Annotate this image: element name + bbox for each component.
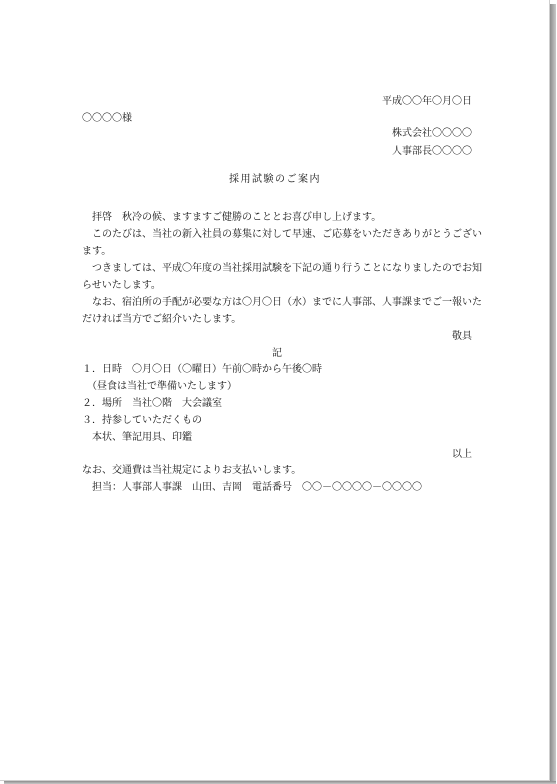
sender-company: 株式会社〇〇〇〇 <box>392 128 472 139</box>
body-line: だければ当方でご紹介いたします。 <box>82 314 242 325</box>
item-line: （昼食は当社で準備いたします） <box>82 381 237 392</box>
contact-line: 担当：人事部人事課 山田、吉岡 電話番号 〇〇－〇〇〇〇－〇〇〇〇 <box>82 482 422 493</box>
body-line: なお、宿泊所の手配が必要な方は〇月〇日（水）までに人事部、人事課までご一報いた <box>82 297 482 308</box>
body-line: ます。 <box>82 246 112 257</box>
item-line: 本状、筆記用具、印鑑 <box>82 432 192 443</box>
closing-ijou: 以上 <box>452 449 472 460</box>
body-line: このたびは、当社の新入社員の募集に対して早速、ご応募をいただきありがとうござい <box>82 229 482 240</box>
transport-note: なお、交通費は当社規定によりお支払いします。 <box>82 465 302 476</box>
item-line: １．日時 〇月〇日（〇曜日）午前〇時から午後〇時 <box>82 364 322 375</box>
body-line: 拝啓 秋冷の候、ますますご健勝のこととお喜び申し上げます。 <box>82 212 382 223</box>
body-line: らせいたします。 <box>82 280 161 291</box>
item-line: ２．場所 当社〇階 大会議室 <box>82 398 222 409</box>
page-shadow-right <box>550 4 556 783</box>
sender-person: 人事部長〇〇〇〇 <box>392 146 472 157</box>
closing-keigu: 敬具 <box>452 331 472 342</box>
body-line: つきましては、平成〇年度の当社採用試験を下記の通り行うことになりましたのでお知 <box>82 263 482 274</box>
letter-title: 採用試験のご案内 <box>229 174 321 185</box>
item-line: ３．持参していただくもの <box>82 415 202 426</box>
recipient-name: 〇〇〇〇様 <box>82 113 132 124</box>
ki-heading: 記 <box>272 348 282 359</box>
letter-date: 平成〇〇年〇月〇日 <box>382 96 472 107</box>
